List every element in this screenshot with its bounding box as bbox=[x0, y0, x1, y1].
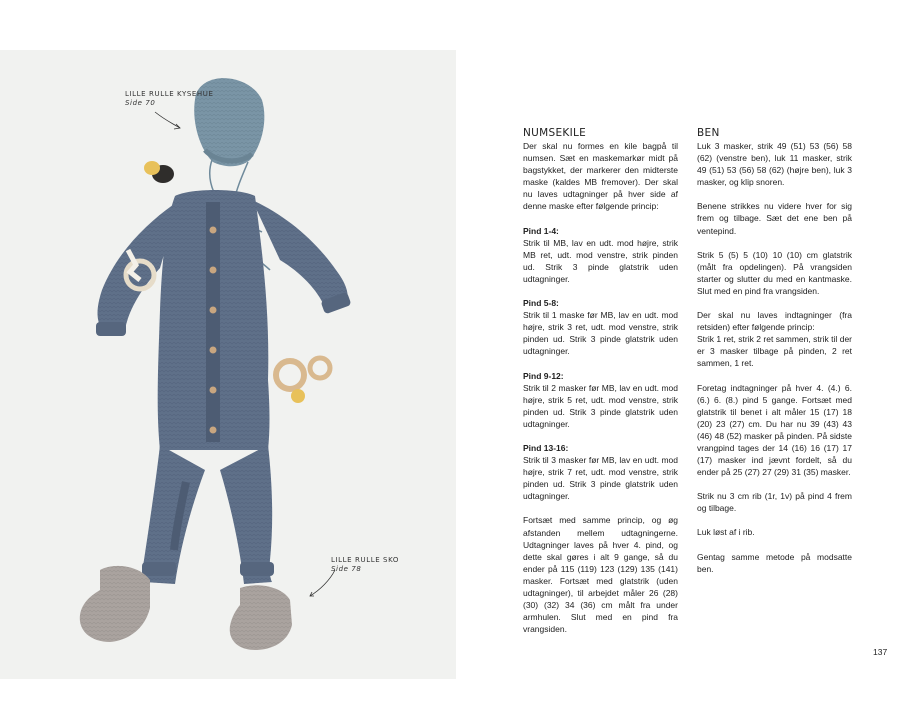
step-paragraph bbox=[523, 370, 678, 430]
step-title: Pind 9-12: bbox=[523, 370, 564, 381]
section-heading-ben: BEN bbox=[697, 127, 720, 139]
body-paragraph: Der skal nu laves indtagninger (fra retsiden) efter følgende princip: Strik 1 ret, strik 2 ret sammen, strik til der er 3 masker tilbage på pinden, 2 ret sammen, 1 ret. bbox=[697, 310, 852, 369]
section-heading-numsekile: NUMSEKILE bbox=[523, 127, 587, 139]
step-paragraph bbox=[523, 297, 678, 357]
book-spread bbox=[0, 50, 910, 679]
body-paragraph: Luk løst af i rib. bbox=[697, 527, 755, 538]
body-paragraph: Gentag samme metode på modsatte ben. bbox=[697, 551, 852, 574]
step-title: Pind 5-8: bbox=[523, 298, 559, 309]
step-text: Strik til 2 masker før MB, lav en udt. mod højre, strik 5 ret, udt. mod venstre, strik pinden ud. Strik 3 pinde glatstrik uden udtagninger. bbox=[523, 382, 678, 429]
hat-annotation bbox=[125, 90, 214, 108]
product-photo bbox=[0, 50, 456, 679]
body-paragraph: Luk 3 masker, strik 49 (51) 53 (56) 58 (62) (venstre ben), luk 11 masker, strik 49 (51) 53 (56) 58 (62) (højre ben), luk 3 masker, og klip snoren. bbox=[697, 141, 852, 188]
step-text: Strik til MB, lav en udt. mod højre, strik MB ret, udt. mod venstre, strik pinden ud. Strik 3 pinde glatstrik uden udtagninger. bbox=[523, 237, 678, 284]
hat-page-ref: Side 70 bbox=[125, 99, 156, 107]
step-title: Pind 1-4: bbox=[523, 225, 559, 236]
wooden-teether bbox=[276, 358, 330, 403]
intro-paragraph: Der skal nu formes en kile bagpå til numsen. Sæt en maskemarkør midt på bagstykket, der markerer den midterste maske (kaldes MB fremover). Der skal nu laves udtagninger på hver side af denne maske efter følgende princip: bbox=[523, 141, 678, 212]
booties-page-ref: Side 78 bbox=[331, 565, 362, 573]
body-paragraph: Benene strikkes nu videre hver for sig frem og tilbage. Sæt det ene ben på ventepind. bbox=[697, 201, 852, 236]
pacifier bbox=[144, 161, 174, 183]
booties-label: LILLE RULLE SKO bbox=[331, 556, 400, 564]
romper bbox=[96, 190, 352, 584]
knitted-romper-illustration bbox=[0, 50, 456, 679]
step-paragraph bbox=[523, 442, 678, 502]
hat-arrow-icon bbox=[155, 112, 180, 128]
left-text-column bbox=[523, 127, 678, 647]
step-title: Pind 13-16: bbox=[523, 442, 569, 453]
body-paragraph: Strik nu 3 cm rib (1r, 1v) på pind 4 frem og tilbage. bbox=[697, 491, 852, 514]
outro-paragraph: Fortsæt med samme princip, og øg afstanden mellem udtagningerne. Udtagninger laves på hver 4. pind, og dette skal gøres i alt 9 gange, så du ender på 115 (119) 123 (129) 135 (141) masker. Fortsæt med glatstrik (uden udtagninger), til arbejdet måler 26 (28) (30) (32) 34 (36) cm målt fra under armhulen. Slut med en pind fra vrangsiden. bbox=[523, 515, 678, 635]
step-text: Strik til 1 maske før MB, lav en udt. mod højre, strik 3 ret, udt. mod venstre, strik pinden ud. Strik 3 pinde glatstrik uden udtagninger. bbox=[523, 310, 678, 357]
hat-label: LILLE RULLE KYSEHUE bbox=[125, 90, 214, 98]
page-number: 137 bbox=[873, 647, 888, 657]
step-paragraph bbox=[523, 225, 678, 285]
body-paragraph: Foretag indtagninger på hver 4. (4.) 6. (6.) 6. (8.) pind 5 gange. Fortsæt med glatstrik til benet i alt måler 15 (17) 18 (20) 23 (27) cm. Du har nu 39 (43) 43 (46) 48 (52) masker på pinden. På sidste vrangpind tages der 14 (16) 16 (17) 17 (17) masker ind jævnt fordelt, så du ender på 25 (27) 27 (29) 31 (35) masker. bbox=[697, 382, 852, 478]
booties-annotation bbox=[331, 556, 399, 574]
body-paragraph: Strik 5 (5) 5 (10) 10 (10) cm glatstrik (målt fra opdelingen). På vrangsiden starter og slutter du med en kantmaske. Slut med en pind fra vrangsiden. bbox=[697, 249, 852, 296]
right-text-column bbox=[697, 127, 852, 587]
step-text: Strik til 3 masker før MB, lav en udt. mod højre, strik 7 ret, udt. mod venstre, strik pinden ud. Strik 3 pinde glatstrik uden udtagninger. bbox=[523, 455, 678, 502]
